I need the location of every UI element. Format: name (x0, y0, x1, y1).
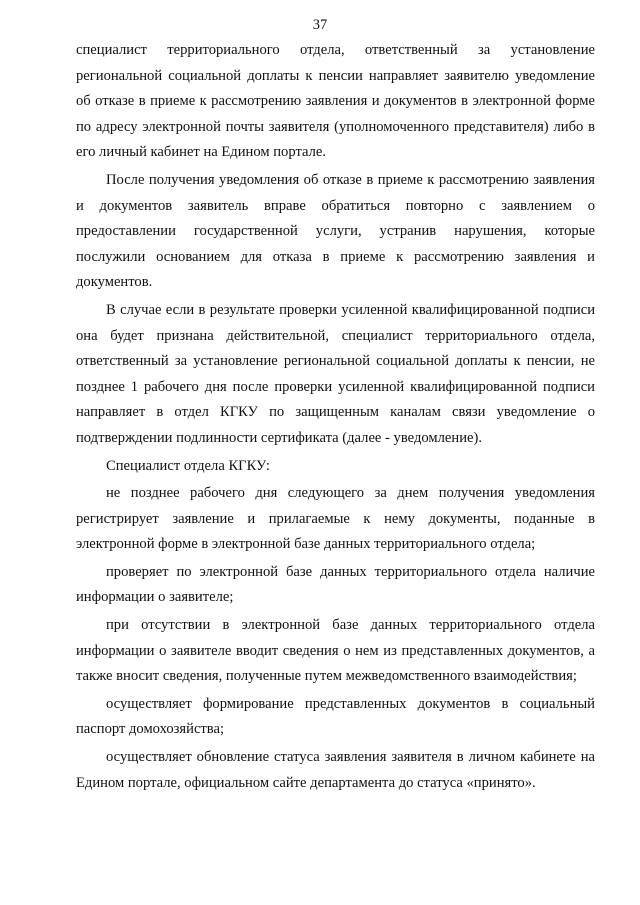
paragraph-signature-valid: В случае если в результате проверки усиленной квалифицированной подписи она будет признана действительной, специалист территориального отдела, ответственный за установление региональной социальной доплаты к пенсии, не позднее 1 рабочего дня после проверки усиленной квалифицированной подписи направляет в отдел КГКУ по защищенным каналам связи уведомление о подтверждении подлинности сертификата (далее - уведомление). (76, 301, 595, 446)
page-body (76, 38, 595, 796)
paragraph-social-passport: осуществляет формирование представленных документов в социальный паспорт домохозяйства; (76, 695, 595, 738)
page-number: 37 (312, 17, 328, 33)
paragraph-continuation: специалист территориального отдела, ответственный за установление региональной социальной доплаты к пенсии направляет заявителю уведомление об отказе в приеме к рассмотрению заявления и документов в электронной форме по адресу электронной почты заявителя (уполномоченного представителя) либо в его личный кабинет на Едином портале. (76, 42, 595, 161)
paragraph-enter-applicant-info: при отсутствии в электронной базе данных территориального отдела информации о заявителе вводит сведения о нем из представленных документов, а также вносит сведения, полученные путем межведомственного взаимодействия; (76, 617, 595, 685)
paragraph-reapply-after-refusal: После получения уведомления об отказе в приеме к рассмотрению заявления и документов заявитель вправе обратиться повторно с заявлением о предоставлении государственной услуги, устранив нарушения, которые послужили основанием для отказа в приеме к рассмотрению заявления и документов. (76, 171, 595, 291)
paragraph-update-status: осуществляет обновление статуса заявления заявителя в личном кабинете на Едином портале, официальном сайте департамента до статуса «принято». (76, 749, 595, 791)
paragraph-kgku-specialist-heading: Специалист отдела КГКУ: (106, 457, 270, 474)
paragraph-register-application: не позднее рабочего дня следующего за днем получения уведомления регистрирует заявление и прилагаемые к нему документы, поданные в электронной форме в электронной базе данных территориального отдела; (76, 485, 595, 553)
paragraph-check-database: проверяет по электронной базе данных территориального отдела наличие информации о заявителе; (76, 563, 595, 606)
